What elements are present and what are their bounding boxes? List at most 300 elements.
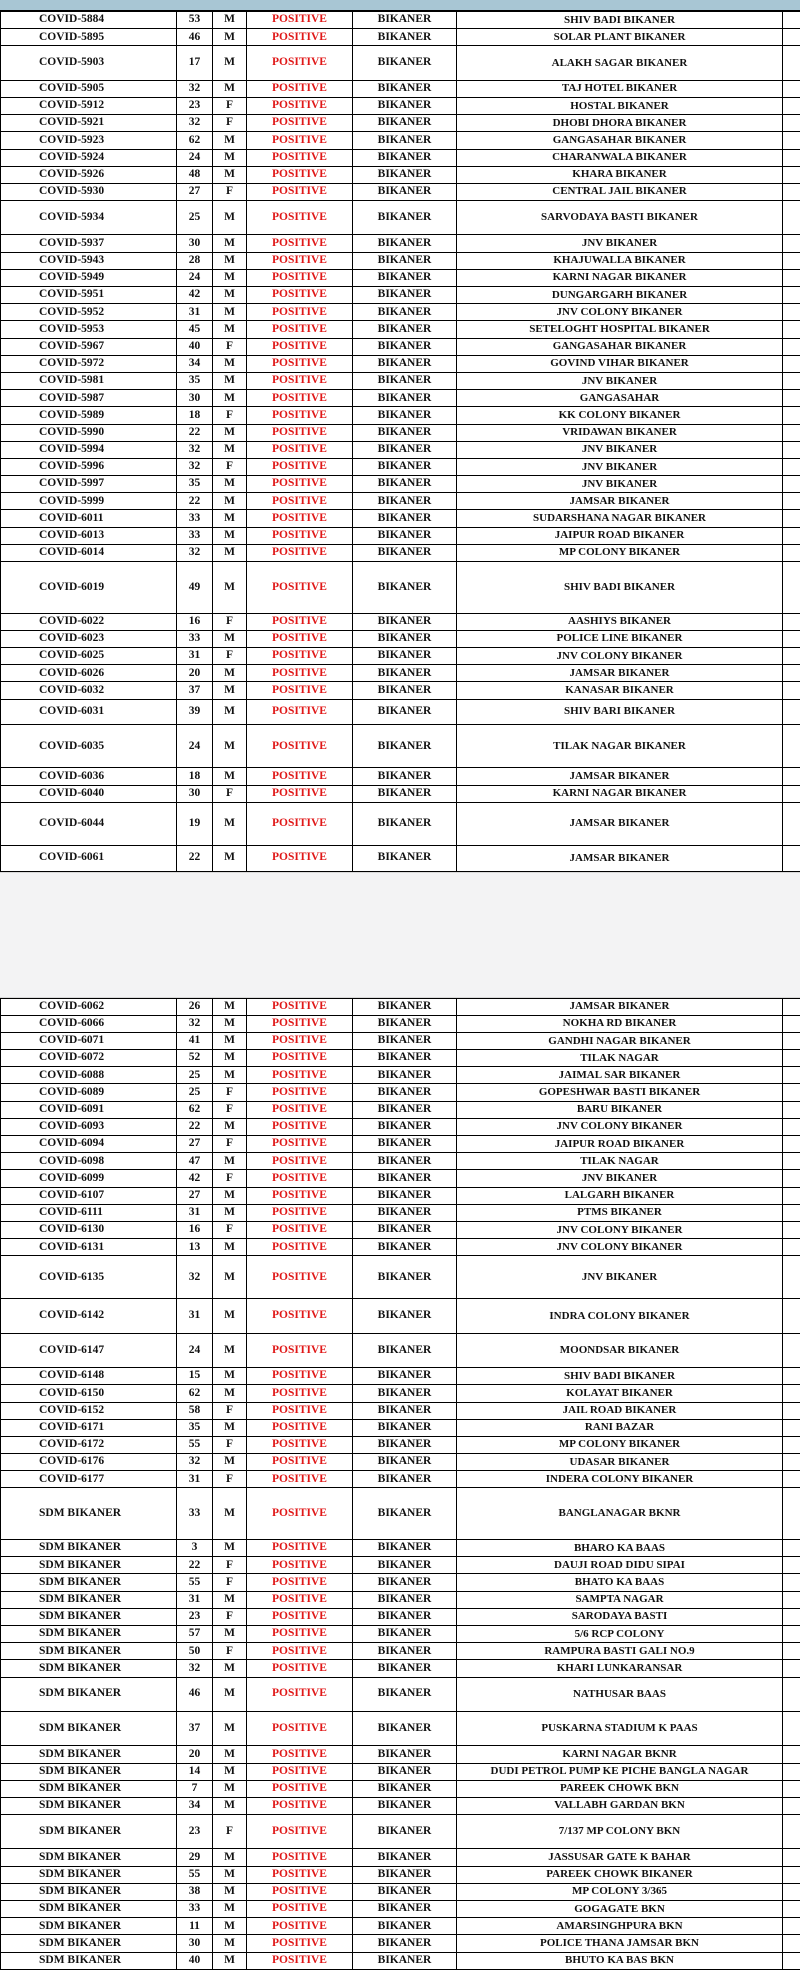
table-row [1,287,800,304]
age-cell: 23 [177,1815,213,1849]
table-row [1,1901,800,1918]
age-cell: 46 [177,1677,213,1711]
age-cell: 33 [177,1488,213,1540]
address-cell: NATHUSAR BAAS [457,1677,783,1711]
district-cell: BIKANER [353,1660,457,1677]
result-cell: POSITIVE [247,493,353,510]
table-row [1,768,800,785]
case-id-cell: SDM BIKANER [1,1711,177,1745]
sex-cell: M [213,1677,247,1711]
result-cell: POSITIVE [247,1883,353,1900]
table-row [1,1015,800,1032]
empty-cell [783,1591,800,1608]
case-id-cell: COVID-6088 [1,1067,177,1084]
sex-cell: M [213,845,247,871]
sex-cell: M [213,1032,247,1049]
address-cell: KHARA BIKANER [457,166,783,183]
address-cell: AMARSINGHPURA BKN [457,1918,783,1935]
empty-cell [783,562,800,614]
address-cell: JNV BIKANER [457,458,783,475]
sex-cell: M [213,201,247,235]
result-cell: POSITIVE [247,1032,353,1049]
district-cell: BIKANER [353,1333,457,1367]
page-gap [0,872,800,998]
result-cell: POSITIVE [247,1419,353,1436]
result-cell: POSITIVE [247,998,353,1015]
district-cell: BIKANER [353,355,457,372]
address-cell: BHUTO KA BAS BKN [457,1952,783,1969]
address-cell: DHOBI DHORA BIKANER [457,115,783,132]
empty-cell [783,372,800,389]
address-cell: JNV COLONY BIKANER [457,648,783,665]
table-row [1,1333,800,1367]
empty-cell [783,1402,800,1419]
case-id-cell: COVID-6094 [1,1136,177,1153]
case-id-cell: COVID-6142 [1,1299,177,1333]
district-cell: BIKANER [353,802,457,845]
age-cell: 18 [177,407,213,424]
age-cell: 19 [177,802,213,845]
empty-cell [783,1118,800,1135]
result-cell: POSITIVE [247,1402,353,1419]
empty-cell [783,97,800,114]
address-cell: GANDHI NAGAR BIKANER [457,1032,783,1049]
district-cell: BIKANER [353,699,457,725]
table-row [1,1815,800,1849]
case-id-cell: SDM BIKANER [1,1746,177,1763]
table-row [1,1101,800,1118]
result-cell: POSITIVE [247,12,353,29]
sex-cell: F [213,613,247,630]
result-cell: POSITIVE [247,510,353,527]
empty-cell [783,201,800,235]
case-id-cell: COVID-5926 [1,166,177,183]
sex-cell: M [213,1866,247,1883]
table-row [1,1591,800,1608]
result-cell: POSITIVE [247,183,353,200]
result-cell: POSITIVE [247,648,353,665]
result-cell: POSITIVE [247,665,353,682]
empty-cell [783,1797,800,1814]
age-cell: 35 [177,1419,213,1436]
age-cell: 50 [177,1643,213,1660]
case-id-cell: COVID-5937 [1,235,177,252]
sex-cell: M [213,1746,247,1763]
result-cell: POSITIVE [247,1746,353,1763]
empty-cell [783,802,800,845]
sex-cell: M [213,1711,247,1745]
district-cell: BIKANER [353,1032,457,1049]
table-row [1,1952,800,1969]
age-cell: 35 [177,372,213,389]
result-cell: POSITIVE [247,390,353,407]
result-cell: POSITIVE [247,1454,353,1471]
address-cell: JAIPUR ROAD BIKANER [457,527,783,544]
empty-cell [783,1952,800,1969]
table-row [1,1540,800,1557]
empty-cell [783,1050,800,1067]
age-cell: 34 [177,1797,213,1814]
age-cell: 22 [177,1557,213,1574]
district-cell: BIKANER [353,1488,457,1540]
table-row [1,355,800,372]
case-id-cell: COVID-6099 [1,1170,177,1187]
result-cell: POSITIVE [247,1204,353,1221]
sex-cell: F [213,338,247,355]
sex-cell: M [213,46,247,80]
table-row [1,1067,800,1084]
address-cell: GOGAGATE BKN [457,1901,783,1918]
sex-cell: M [213,1660,247,1677]
age-cell: 22 [177,424,213,441]
result-cell: POSITIVE [247,1015,353,1032]
empty-cell [783,1746,800,1763]
table-row [1,1574,800,1591]
district-cell: BIKANER [353,46,457,80]
table-row [1,46,800,80]
address-cell: BHATO KA BAAS [457,1574,783,1591]
case-id-cell: COVID-6022 [1,613,177,630]
result-cell: POSITIVE [247,682,353,699]
sex-cell: M [213,1918,247,1935]
empty-cell [783,1763,800,1780]
age-cell: 7 [177,1780,213,1797]
address-cell: DAUJI ROAD DIDU SIPAI [457,1557,783,1574]
case-id-cell: COVID-6152 [1,1402,177,1419]
case-id-cell: SDM BIKANER [1,1866,177,1883]
table-row [1,665,800,682]
sex-cell: F [213,1436,247,1453]
empty-cell [783,1488,800,1540]
case-id-cell: SDM BIKANER [1,1608,177,1625]
age-cell: 25 [177,1084,213,1101]
result-cell: POSITIVE [247,235,353,252]
address-cell: UDASAR BIKANER [457,1454,783,1471]
address-cell: PAREEK CHOWK BIKANER [457,1866,783,1883]
age-cell: 27 [177,183,213,200]
address-cell: JAMSAR BIKANER [457,998,783,1015]
empty-cell [783,12,800,29]
table-row [1,845,800,871]
age-cell: 31 [177,1299,213,1333]
address-cell: SAMPTA NAGAR [457,1591,783,1608]
table-row [1,80,800,97]
table-row [1,235,800,252]
age-cell: 32 [177,458,213,475]
empty-cell [783,1883,800,1900]
age-cell: 31 [177,648,213,665]
address-cell: POLICE THANA JAMSAR BKN [457,1935,783,1952]
district-cell: BIKANER [353,390,457,407]
table-row [1,1918,800,1935]
result-cell: POSITIVE [247,1952,353,1969]
age-cell: 26 [177,998,213,1015]
age-cell: 34 [177,355,213,372]
address-cell: SHIV BADI BIKANER [457,1368,783,1385]
table-row [1,1402,800,1419]
district-cell: BIKANER [353,1901,457,1918]
sex-cell: M [213,527,247,544]
address-cell: KHARI LUNKARANSAR [457,1660,783,1677]
district-cell: BIKANER [353,1797,457,1814]
table-row [1,1239,800,1256]
address-cell: JAIL ROAD BIKANER [457,1402,783,1419]
age-cell: 16 [177,1221,213,1238]
address-cell: MOONDSAR BIKANER [457,1333,783,1367]
case-id-cell: COVID-6171 [1,1419,177,1436]
table-row [1,1032,800,1049]
empty-cell [783,1849,800,1866]
result-cell: POSITIVE [247,29,353,46]
case-id-cell: COVID-6011 [1,510,177,527]
sex-cell: M [213,252,247,269]
table-row [1,183,800,200]
district-cell: BIKANER [353,1385,457,1402]
table-row [1,338,800,355]
sex-cell: M [213,1454,247,1471]
address-cell: SHIV BADI BIKANER [457,562,783,614]
district-cell: BIKANER [353,648,457,665]
district-cell: BIKANER [353,1221,457,1238]
age-cell: 32 [177,80,213,97]
case-id-cell: COVID-6098 [1,1153,177,1170]
district-cell: BIKANER [353,1746,457,1763]
age-cell: 62 [177,1101,213,1118]
district-cell: BIKANER [353,458,457,475]
table-row [1,1050,800,1067]
district-cell: BIKANER [353,1952,457,1969]
empty-cell [783,785,800,802]
case-id-cell: COVID-5953 [1,321,177,338]
address-cell: SOLAR PLANT BIKANER [457,29,783,46]
empty-cell [783,665,800,682]
table-row [1,1935,800,1952]
empty-cell [783,1015,800,1032]
table-row [1,166,800,183]
sex-cell: M [213,441,247,458]
district-cell: BIKANER [353,252,457,269]
sex-cell: F [213,1101,247,1118]
address-cell: KARNI NAGAR BIKANER [457,269,783,286]
district-cell: BIKANER [353,338,457,355]
age-cell: 30 [177,785,213,802]
district-cell: BIKANER [353,562,457,614]
case-id-cell: COVID-5934 [1,201,177,235]
case-id-cell: COVID-6062 [1,998,177,1015]
district-cell: BIKANER [353,1050,457,1067]
empty-cell [783,510,800,527]
table-row [1,1849,800,1866]
sex-cell: F [213,1471,247,1488]
case-id-cell: SDM BIKANER [1,1540,177,1557]
empty-cell [783,424,800,441]
case-id-cell: COVID-5989 [1,407,177,424]
district-cell: BIKANER [353,1471,457,1488]
empty-cell [783,1187,800,1204]
address-cell: 7/137 MP COLONY BKN [457,1815,783,1849]
result-cell: POSITIVE [247,1557,353,1574]
empty-cell [783,252,800,269]
district-cell: BIKANER [353,476,457,493]
address-cell: CENTRAL JAIL BIKANER [457,183,783,200]
empty-cell [783,1625,800,1642]
district-cell: BIKANER [353,1815,457,1849]
age-cell: 39 [177,699,213,725]
district-cell: BIKANER [353,785,457,802]
empty-cell [783,544,800,561]
address-cell: JNV BIKANER [457,1170,783,1187]
age-cell: 22 [177,1118,213,1135]
result-cell: POSITIVE [247,1815,353,1849]
table-row [1,1643,800,1660]
table-row [1,115,800,132]
result-cell: POSITIVE [247,1763,353,1780]
address-cell: KHAJUWALLA BIKANER [457,252,783,269]
age-cell: 55 [177,1436,213,1453]
empty-cell [783,493,800,510]
table-row [1,527,800,544]
result-cell: POSITIVE [247,1625,353,1642]
address-cell: GOPESHWAR BASTI BIKANER [457,1084,783,1101]
case-id-cell: COVID-5996 [1,458,177,475]
district-cell: BIKANER [353,115,457,132]
table-row [1,630,800,647]
table-row [1,252,800,269]
table-row [1,407,800,424]
address-cell: JAIMAL SAR BIKANER [457,1067,783,1084]
result-cell: POSITIVE [247,1385,353,1402]
result-cell: POSITIVE [247,768,353,785]
table-row [1,1608,800,1625]
result-cell: POSITIVE [247,252,353,269]
empty-cell [783,46,800,80]
empty-cell [783,630,800,647]
result-cell: POSITIVE [247,201,353,235]
empty-cell [783,1608,800,1625]
district-cell: BIKANER [353,510,457,527]
address-cell: PAREEK CHOWK BKN [457,1780,783,1797]
sex-cell: M [213,1419,247,1436]
case-id-cell: COVID-6150 [1,1385,177,1402]
table-row [1,476,800,493]
sex-cell: M [213,802,247,845]
empty-cell [783,1368,800,1385]
sex-cell: F [213,1402,247,1419]
address-cell: TILAK NAGAR BIKANER [457,725,783,768]
sex-cell: M [213,321,247,338]
district-cell: BIKANER [353,132,457,149]
table-row [1,613,800,630]
result-cell: POSITIVE [247,613,353,630]
age-cell: 47 [177,1153,213,1170]
age-cell: 38 [177,1883,213,1900]
sex-cell: M [213,493,247,510]
sex-cell: M [213,1050,247,1067]
district-cell: BIKANER [353,1299,457,1333]
sex-cell: M [213,1591,247,1608]
age-cell: 37 [177,1711,213,1745]
address-cell: MP COLONY BIKANER [457,1436,783,1453]
case-id-cell: COVID-6019 [1,562,177,614]
age-cell: 24 [177,1333,213,1367]
district-cell: BIKANER [353,768,457,785]
case-id-cell: COVID-5994 [1,441,177,458]
age-cell: 42 [177,287,213,304]
table-row [1,1866,800,1883]
empty-cell [783,149,800,166]
empty-cell [783,1256,800,1299]
age-cell: 13 [177,1239,213,1256]
case-id-cell: COVID-6091 [1,1101,177,1118]
table-row [1,1084,800,1101]
case-id-cell: COVID-6177 [1,1471,177,1488]
sex-cell: M [213,665,247,682]
table-row [1,1711,800,1745]
address-cell: JAMSAR BIKANER [457,802,783,845]
case-id-cell: COVID-6093 [1,1118,177,1135]
district-cell: BIKANER [353,12,457,29]
sex-cell: F [213,407,247,424]
table-row [1,1419,800,1436]
district-cell: BIKANER [353,544,457,561]
result-cell: POSITIVE [247,1488,353,1540]
sex-cell: F [213,1574,247,1591]
district-cell: BIKANER [353,29,457,46]
district-cell: BIKANER [353,201,457,235]
result-cell: POSITIVE [247,1299,353,1333]
sex-cell: M [213,390,247,407]
district-cell: BIKANER [353,1402,457,1419]
table-row [1,390,800,407]
sex-cell: M [213,1849,247,1866]
address-cell: ALAKH SAGAR BIKANER [457,46,783,80]
address-cell: GANGASAHAR BIKANER [457,132,783,149]
sex-cell: M [213,1299,247,1333]
sex-cell: M [213,1780,247,1797]
empty-cell [783,1918,800,1935]
age-cell: 31 [177,1591,213,1608]
case-id-cell: COVID-6148 [1,1368,177,1385]
case-table-bottom [0,998,800,1970]
sex-cell: F [213,1136,247,1153]
table-row [1,29,800,46]
district-cell: BIKANER [353,1608,457,1625]
district-cell: BIKANER [353,424,457,441]
result-cell: POSITIVE [247,1901,353,1918]
case-id-cell: SDM BIKANER [1,1935,177,1952]
case-id-cell: COVID-5903 [1,46,177,80]
empty-cell [783,1574,800,1591]
age-cell: 55 [177,1574,213,1591]
district-cell: BIKANER [353,1883,457,1900]
empty-cell [783,458,800,475]
case-id-cell: COVID-5981 [1,372,177,389]
address-cell: SHIV BADI BIKANER [457,12,783,29]
case-id-cell: COVID-6013 [1,527,177,544]
empty-cell [783,682,800,699]
case-id-cell: COVID-6071 [1,1032,177,1049]
result-cell: POSITIVE [247,544,353,561]
sex-cell: M [213,1797,247,1814]
empty-cell [783,183,800,200]
case-id-cell: SDM BIKANER [1,1763,177,1780]
table-row [1,1204,800,1221]
empty-cell [783,235,800,252]
empty-cell [783,1780,800,1797]
age-cell: 58 [177,1402,213,1419]
empty-cell [783,407,800,424]
sex-cell: M [213,304,247,321]
